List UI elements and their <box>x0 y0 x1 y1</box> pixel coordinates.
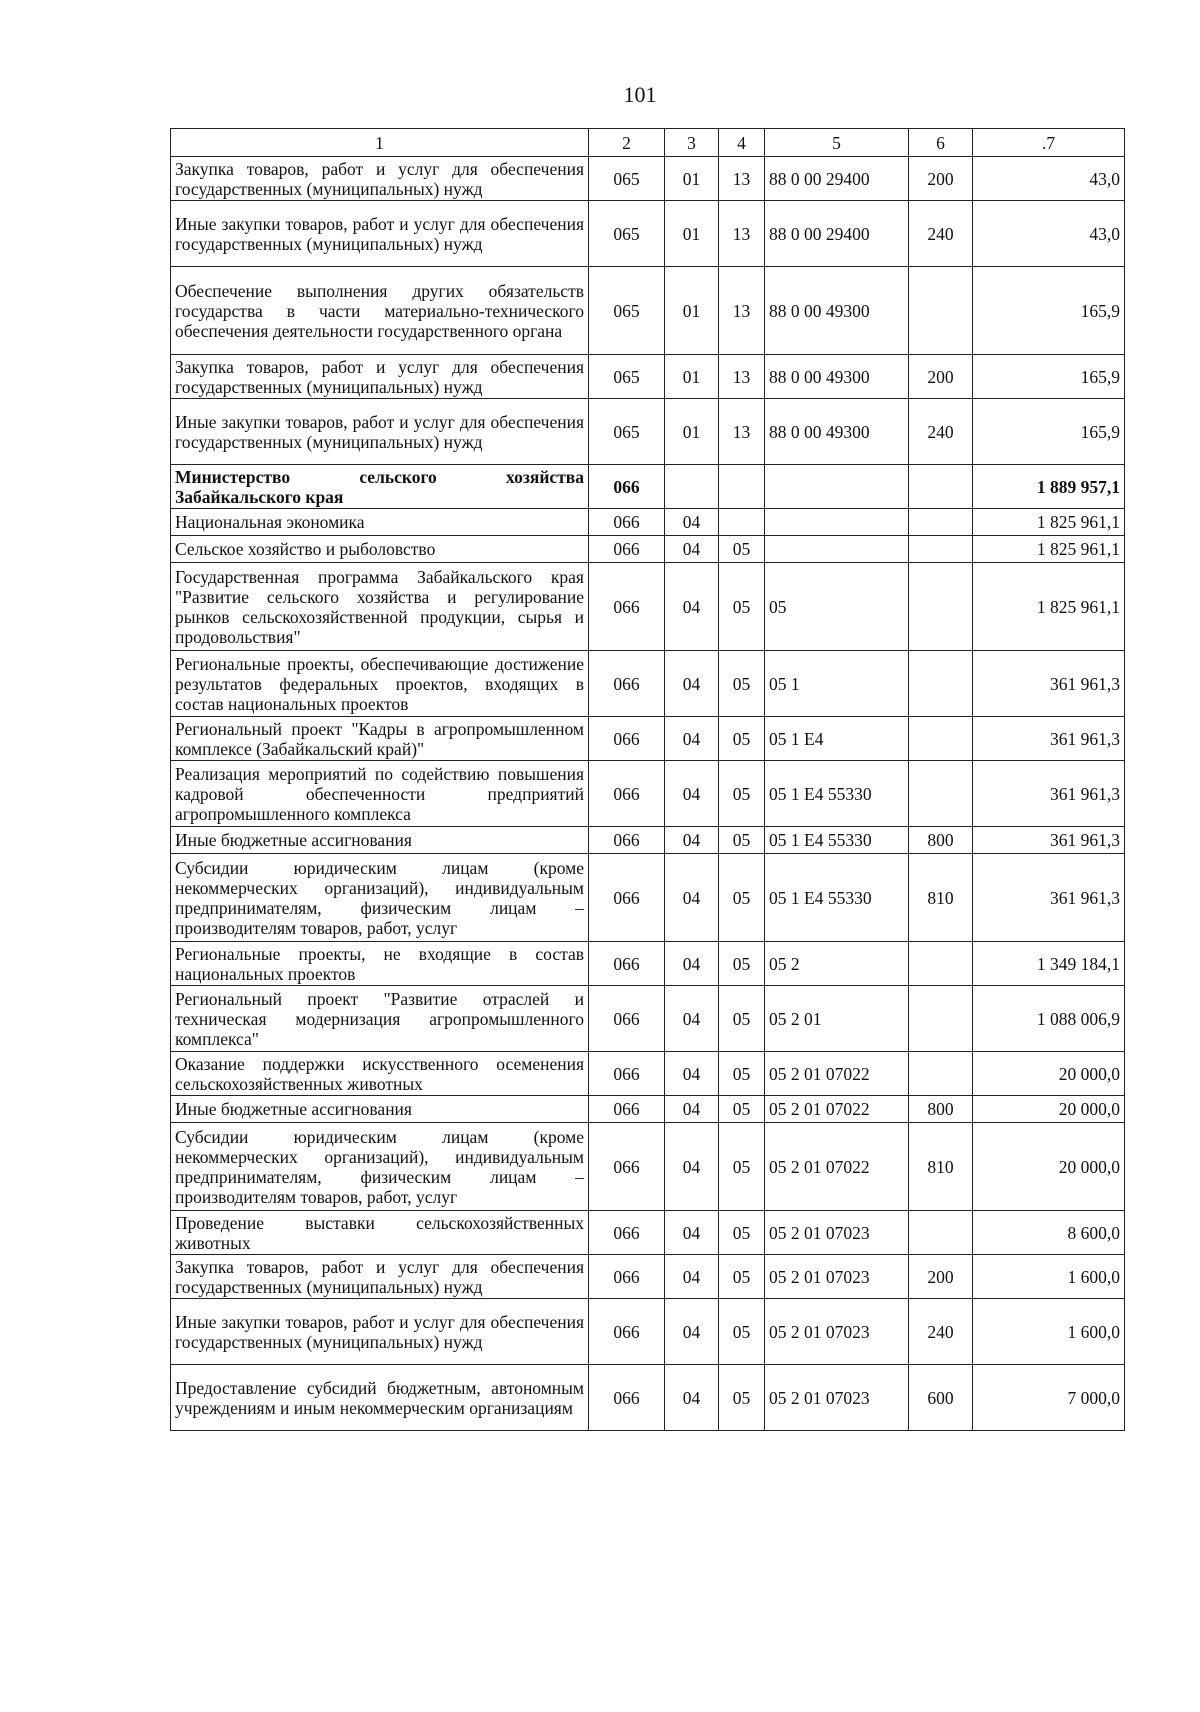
row-name: Субсидии юридическим лицам (кроме некоммерческих организаций), индивидуальным предпринимателям, физическим лицам – производителям товаров, работ, услуг <box>171 854 589 942</box>
row-subsection-code: 13 <box>719 355 765 399</box>
row-ved-code: 066 <box>589 1123 665 1211</box>
row-amount: 1 825 961,1 <box>973 509 1125 536</box>
header-col-5: 5 <box>765 129 909 157</box>
row-amount: 1 600,0 <box>973 1255 1125 1299</box>
row-ved-code: 066 <box>589 761 665 827</box>
table-row <box>171 465 1125 509</box>
row-section-code: 04 <box>665 1299 719 1365</box>
row-subsection-code: 05 <box>719 536 765 563</box>
row-subsection-code: 05 <box>719 1123 765 1211</box>
table-row <box>171 827 1125 854</box>
row-ved-code: 066 <box>589 717 665 761</box>
row-amount: 165,9 <box>973 355 1125 399</box>
row-amount: 20 000,0 <box>973 1123 1125 1211</box>
row-subsection-code: 13 <box>719 267 765 355</box>
table-body <box>171 157 1125 1431</box>
row-section-code: 04 <box>665 854 719 942</box>
row-subsection-code: 05 <box>719 1052 765 1096</box>
row-amount: 165,9 <box>973 399 1125 465</box>
row-ved-code: 066 <box>589 854 665 942</box>
table-row <box>171 267 1125 355</box>
row-target-article: 05 2 01 07022 <box>765 1123 909 1211</box>
row-target-article: 05 1 Е4 <box>765 717 909 761</box>
row-subsection-code: 05 <box>719 1096 765 1123</box>
row-subsection-code <box>719 465 765 509</box>
row-target-article: 05 1 <box>765 651 909 717</box>
row-ved-code: 066 <box>589 1365 665 1431</box>
row-subsection-code: 05 <box>719 827 765 854</box>
table-row <box>171 717 1125 761</box>
row-section-code: 04 <box>665 651 719 717</box>
row-amount: 165,9 <box>973 267 1125 355</box>
row-name: Проведение выставки сельскохозяйственных животных <box>171 1211 589 1255</box>
row-target-article: 88 0 00 29400 <box>765 157 909 201</box>
table-row <box>171 942 1125 986</box>
row-name: Государственная программа Забайкальского края "Развитие сельского хозяйства и регулирование рынков сельскохозяйственной продукции, сырья и продовольствия" <box>171 563 589 651</box>
row-expense-type <box>909 986 973 1052</box>
row-target-article: 05 <box>765 563 909 651</box>
row-name: Региональные проекты, обеспечивающие достижение результатов федеральных проектов, входящих в состав национальных проектов <box>171 651 589 717</box>
header-col-1: 1 <box>171 129 589 157</box>
row-expense-type <box>909 1211 973 1255</box>
row-expense-type <box>909 1052 973 1096</box>
header-col-2: 2 <box>589 129 665 157</box>
table-row <box>171 1123 1125 1211</box>
row-expense-type <box>909 465 973 509</box>
row-amount: 361 961,3 <box>973 854 1125 942</box>
row-name: Национальная экономика <box>171 509 589 536</box>
row-subsection-code: 13 <box>719 399 765 465</box>
row-amount: 43,0 <box>973 201 1125 267</box>
row-name: Закупка товаров, работ и услуг для обеспечения государственных (муниципальных) нужд <box>171 1255 589 1299</box>
table-row <box>171 761 1125 827</box>
row-name: Региональные проекты, не входящие в состав национальных проектов <box>171 942 589 986</box>
row-expense-type: 810 <box>909 1123 973 1211</box>
row-amount: 7 000,0 <box>973 1365 1125 1431</box>
row-subsection-code: 05 <box>719 651 765 717</box>
row-subsection-code: 05 <box>719 717 765 761</box>
row-expense-type: 800 <box>909 1096 973 1123</box>
table-row <box>171 986 1125 1052</box>
row-ved-code: 065 <box>589 399 665 465</box>
row-amount: 1 349 184,1 <box>973 942 1125 986</box>
row-amount: 43,0 <box>973 157 1125 201</box>
row-section-code: 01 <box>665 355 719 399</box>
row-section-code: 01 <box>665 201 719 267</box>
row-subsection-code: 13 <box>719 201 765 267</box>
row-ved-code: 066 <box>589 942 665 986</box>
row-expense-type <box>909 651 973 717</box>
row-amount: 1 088 006,9 <box>973 986 1125 1052</box>
table-row <box>171 201 1125 267</box>
header-row <box>171 129 1125 157</box>
row-amount: 361 961,3 <box>973 717 1125 761</box>
row-expense-type: 240 <box>909 399 973 465</box>
row-target-article <box>765 536 909 563</box>
row-expense-type: 200 <box>909 157 973 201</box>
row-target-article: 05 1 Е4 55330 <box>765 854 909 942</box>
row-name: Реализация мероприятий по содействию повышения кадровой обеспеченности предприятий агропромышленного комплекса <box>171 761 589 827</box>
row-expense-type <box>909 942 973 986</box>
row-section-code: 04 <box>665 1096 719 1123</box>
row-expense-type: 240 <box>909 201 973 267</box>
row-subsection-code <box>719 509 765 536</box>
row-ved-code: 065 <box>589 355 665 399</box>
table-row <box>171 1299 1125 1365</box>
table-row <box>171 509 1125 536</box>
table-row <box>171 1052 1125 1096</box>
row-target-article: 05 2 01 07023 <box>765 1211 909 1255</box>
row-target-article: 05 2 01 07023 <box>765 1255 909 1299</box>
table-row <box>171 854 1125 942</box>
header-col-4: 4 <box>719 129 765 157</box>
row-amount: 1 825 961,1 <box>973 563 1125 651</box>
row-name: Субсидии юридическим лицам (кроме некоммерческих организаций), индивидуальным предпринимателям, физическим лицам – производителям товаров, работ, услуг <box>171 1123 589 1211</box>
table-row <box>171 1365 1125 1431</box>
row-name: Закупка товаров, работ и услуг для обеспечения государственных (муниципальных) нужд <box>171 355 589 399</box>
table-row <box>171 1255 1125 1299</box>
table-row <box>171 355 1125 399</box>
table-row <box>171 1211 1125 1255</box>
row-name: Региональный проект "Развитие отраслей и техническая модернизация агропромышленного комплекса" <box>171 986 589 1052</box>
row-ved-code: 066 <box>589 986 665 1052</box>
row-subsection-code: 05 <box>719 761 765 827</box>
row-ved-code: 066 <box>589 1096 665 1123</box>
row-subsection-code: 05 <box>719 1211 765 1255</box>
budget-table <box>170 128 1125 1431</box>
row-name: Министерство сельского хозяйства Забайкальского края <box>171 465 589 509</box>
row-subsection-code: 05 <box>719 1255 765 1299</box>
row-section-code: 04 <box>665 1211 719 1255</box>
row-expense-type: 810 <box>909 854 973 942</box>
row-ved-code: 065 <box>589 157 665 201</box>
row-expense-type: 200 <box>909 355 973 399</box>
row-name: Иные бюджетные ассигнования <box>171 1096 589 1123</box>
row-name: Обеспечение выполнения других обязательств государства в части материально-технического обеспечения деятельности государственного органа <box>171 267 589 355</box>
row-target-article: 88 0 00 49300 <box>765 267 909 355</box>
table-row <box>171 563 1125 651</box>
row-name: Региональный проект "Кадры в агропромышленном комплексе (Забайкальский край)" <box>171 717 589 761</box>
row-expense-type: 200 <box>909 1255 973 1299</box>
table-row <box>171 157 1125 201</box>
row-expense-type <box>909 267 973 355</box>
row-section-code: 04 <box>665 1255 719 1299</box>
row-subsection-code: 05 <box>719 1299 765 1365</box>
row-name: Оказание поддержки искусственного осеменения сельскохозяйственных животных <box>171 1052 589 1096</box>
row-section-code: 04 <box>665 942 719 986</box>
row-amount: 8 600,0 <box>973 1211 1125 1255</box>
table-row <box>171 651 1125 717</box>
row-subsection-code: 05 <box>719 986 765 1052</box>
row-section-code: 04 <box>665 1052 719 1096</box>
row-ved-code: 066 <box>589 1211 665 1255</box>
row-amount: 1 600,0 <box>973 1299 1125 1365</box>
row-ved-code: 066 <box>589 1299 665 1365</box>
row-subsection-code: 05 <box>719 942 765 986</box>
table-row <box>171 399 1125 465</box>
row-section-code: 04 <box>665 986 719 1052</box>
row-amount: 361 961,3 <box>973 827 1125 854</box>
row-ved-code: 066 <box>589 1052 665 1096</box>
row-ved-code: 065 <box>589 267 665 355</box>
page-number: 101 <box>623 82 657 107</box>
row-expense-type <box>909 761 973 827</box>
row-name: Сельское хозяйство и рыболовство <box>171 536 589 563</box>
row-subsection-code: 05 <box>719 854 765 942</box>
row-ved-code: 066 <box>589 465 665 509</box>
row-name: Иные закупки товаров, работ и услуг для обеспечения государственных (муниципальных) нужд <box>171 1299 589 1365</box>
row-section-code: 01 <box>665 267 719 355</box>
row-subsection-code: 05 <box>719 563 765 651</box>
row-target-article: 05 2 01 07022 <box>765 1052 909 1096</box>
row-target-article <box>765 465 909 509</box>
row-ved-code: 066 <box>589 509 665 536</box>
row-expense-type: 600 <box>909 1365 973 1431</box>
row-expense-type: 800 <box>909 827 973 854</box>
row-section-code: 04 <box>665 1123 719 1211</box>
row-amount: 1 825 961,1 <box>973 536 1125 563</box>
row-expense-type <box>909 563 973 651</box>
row-section-code: 04 <box>665 1365 719 1431</box>
row-amount: 20 000,0 <box>973 1052 1125 1096</box>
header-col-6: 6 <box>909 129 973 157</box>
row-name: Иные бюджетные ассигнования <box>171 827 589 854</box>
row-target-article: 05 1 Е4 55330 <box>765 761 909 827</box>
table-row <box>171 1096 1125 1123</box>
row-target-article: 05 2 01 07023 <box>765 1299 909 1365</box>
row-section-code: 04 <box>665 761 719 827</box>
row-name: Иные закупки товаров, работ и услуг для обеспечения государственных (муниципальных) нужд <box>171 399 589 465</box>
row-target-article: 88 0 00 29400 <box>765 201 909 267</box>
row-ved-code: 066 <box>589 1255 665 1299</box>
row-target-article: 05 2 <box>765 942 909 986</box>
row-section-code: 01 <box>665 399 719 465</box>
row-target-article: 05 2 01 07022 <box>765 1096 909 1123</box>
row-expense-type <box>909 717 973 761</box>
row-target-article <box>765 509 909 536</box>
row-ved-code: 066 <box>589 651 665 717</box>
row-expense-type: 240 <box>909 1299 973 1365</box>
row-ved-code: 066 <box>589 563 665 651</box>
row-subsection-code: 05 <box>719 1365 765 1431</box>
row-section-code: 04 <box>665 509 719 536</box>
row-target-article: 88 0 00 49300 <box>765 399 909 465</box>
header-col-3: 3 <box>665 129 719 157</box>
header-col-7: .7 <box>973 129 1125 157</box>
row-section-code: 04 <box>665 563 719 651</box>
row-section-code: 01 <box>665 157 719 201</box>
row-section-code <box>665 465 719 509</box>
row-ved-code: 065 <box>589 201 665 267</box>
row-expense-type <box>909 536 973 563</box>
row-name: Закупка товаров, работ и услуг для обеспечения государственных (муниципальных) нужд <box>171 157 589 201</box>
table-row <box>171 536 1125 563</box>
row-target-article: 05 2 01 <box>765 986 909 1052</box>
row-section-code: 04 <box>665 827 719 854</box>
row-name: Предоставление субсидий бюджетным, автономным учреждениям и иным некоммерческим организациям <box>171 1365 589 1431</box>
row-amount: 20 000,0 <box>973 1096 1125 1123</box>
row-ved-code: 066 <box>589 536 665 563</box>
row-ved-code: 066 <box>589 827 665 854</box>
row-amount: 1 889 957,1 <box>973 465 1125 509</box>
row-amount: 361 961,3 <box>973 651 1125 717</box>
row-target-article: 05 1 Е4 55330 <box>765 827 909 854</box>
row-section-code: 04 <box>665 717 719 761</box>
row-amount: 361 961,3 <box>973 761 1125 827</box>
row-subsection-code: 13 <box>719 157 765 201</box>
row-target-article: 05 2 01 07023 <box>765 1365 909 1431</box>
row-section-code: 04 <box>665 536 719 563</box>
row-expense-type <box>909 509 973 536</box>
row-name: Иные закупки товаров, работ и услуг для обеспечения государственных (муниципальных) нужд <box>171 201 589 267</box>
row-target-article: 88 0 00 49300 <box>765 355 909 399</box>
